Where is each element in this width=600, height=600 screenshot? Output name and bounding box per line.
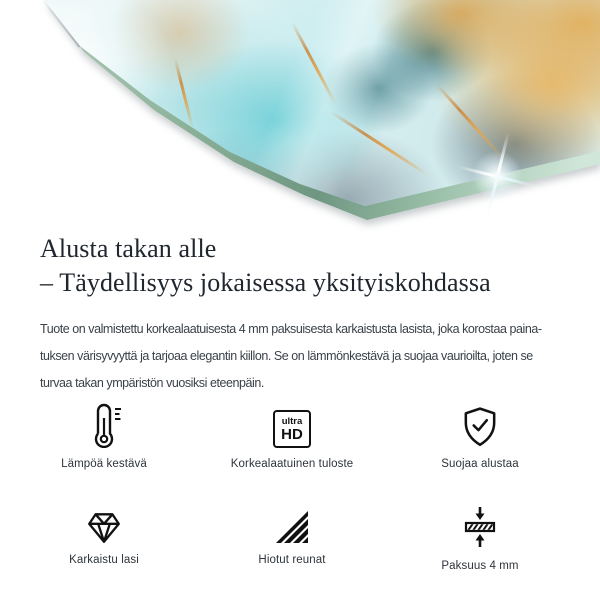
feature-label: Korkealaatuinen tuloste bbox=[230, 458, 354, 470]
ultra-hd-icon bbox=[273, 398, 311, 448]
feature-label: Suojaa alustaa bbox=[441, 458, 519, 470]
description-line: tuksen värisyvyyttä ja tarjoaa elegantin kiillon. Se on lämmönkestävä ja suojaa vaurioilta, joten se bbox=[40, 349, 533, 363]
feature-polished-edges bbox=[198, 500, 386, 572]
ultra-hd-badge-top: ultra bbox=[281, 415, 303, 427]
feature-thickness-4mm bbox=[386, 500, 574, 572]
feature-label: Paksuus 4 mm bbox=[441, 560, 519, 572]
page-title bbox=[40, 232, 568, 300]
feature-high-quality-print bbox=[198, 398, 386, 470]
product-description bbox=[40, 316, 568, 397]
description-line: Tuote on valmistettu korkealaatuisesta 4 mm paksuisesta karkaistusta lasista, joka korostaa paina- bbox=[40, 322, 542, 336]
sparkle-highlight bbox=[462, 141, 532, 211]
thickness-icon bbox=[463, 500, 497, 550]
feature-label: Karkaistu lasi bbox=[69, 554, 139, 566]
shield-check-icon bbox=[461, 398, 499, 448]
feature-label: Lämpöä kestävä bbox=[61, 458, 147, 470]
feature-label: Hiotut reunat bbox=[258, 554, 326, 566]
ultra-hd-badge-bottom: HD bbox=[281, 425, 303, 443]
gold-ink-vein bbox=[331, 111, 429, 176]
feature-tempered-glass bbox=[10, 500, 198, 572]
page-title-line2: – Täydellisyys jokaisessa yksityiskohdassa bbox=[40, 268, 491, 297]
feature-protects-base bbox=[386, 398, 574, 470]
polished-edges-icon bbox=[275, 500, 309, 544]
diamond-icon bbox=[85, 500, 123, 544]
gold-ink-vein bbox=[291, 22, 336, 104]
feature-heat-resistant bbox=[10, 398, 198, 470]
description-line: turvaa takan ympäristön vuosiksi eteenpäin. bbox=[40, 376, 264, 390]
thermometer-icon bbox=[84, 398, 124, 448]
page-title-line1: Alusta takan alle bbox=[40, 234, 217, 263]
hero-product-image bbox=[0, 0, 600, 232]
feature-grid bbox=[10, 398, 574, 572]
